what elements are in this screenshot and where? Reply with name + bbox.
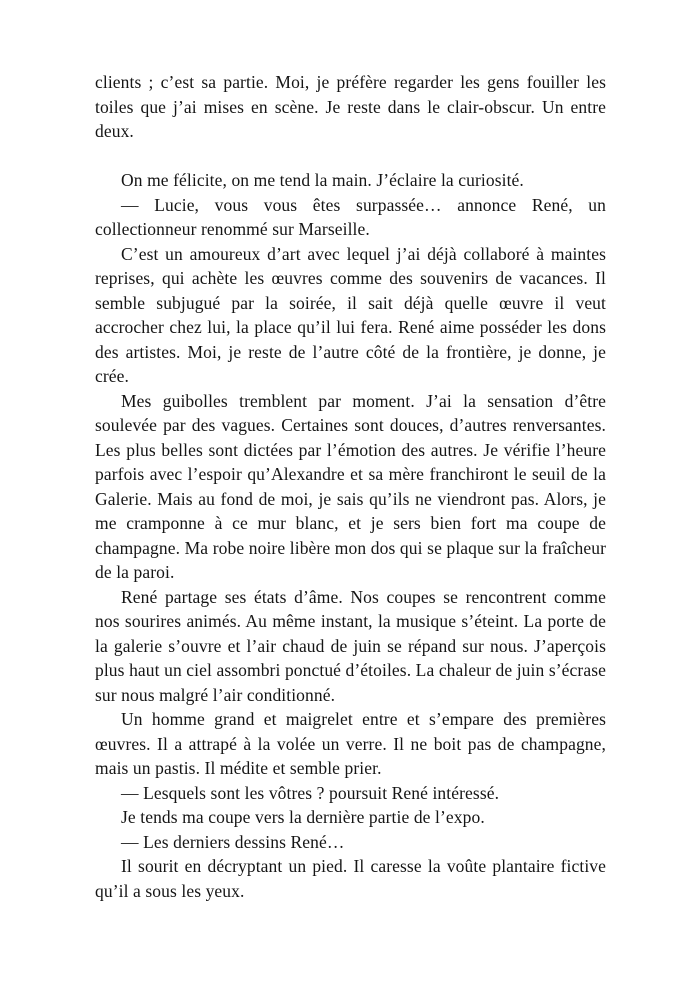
- dialogue-line: — Lucie, vous vous êtes surpassée… annonce René, un collectionneur renommé sur Marseille.: [95, 194, 606, 239]
- scene-break-spacer: [95, 144, 606, 169]
- paragraph: C’est un amoureux d’art avec lequel j’ai déjà collaboré à maintes reprises, qui achète les œuvres comme des souvenirs de vacances. Il semble subjugué par la soirée, il sait déjà quelle œuvre il veut accrocher chez lui, la place qu’il lui fera. René aime posséder les dons des artistes. Moi, je reste de l’autre côté de la frontière, je donne, je crée.: [95, 243, 606, 386]
- dialogue-line: — Lesquels sont les vôtres ? poursuit René intéressé.: [121, 782, 500, 803]
- paragraph: Je tends ma coupe vers la dernière partie de l’expo.: [121, 807, 485, 827]
- dialogue-line: — Les derniers dessins René…: [121, 831, 345, 852]
- paragraph: Un homme grand et maigrelet entre et s’empare des premières œuvres. Il a attrapé à la volée un verre. Il ne boit pas de champagne, mais un pastis. Il médite et semble prier.: [95, 709, 606, 778]
- paragraph-continuation: clients ; c’est sa partie. Moi, je préfère regarder les gens fouiller les toiles que j’ai mises en scène. Je reste dans le clair-obscur. Un entre deux.: [95, 72, 606, 141]
- page-text-block: [95, 70, 606, 903]
- paragraph: Il sourit en décryptant un pied. Il caresse la voûte plantaire fictive qu’il a sous les yeux.: [95, 856, 606, 901]
- paragraph: Mes guibolles tremblent par moment. J’ai la sensation d’être soulevée par des vagues. Certaines sont douces, d’autres renversantes. Les plus belles sont dictées par l’émotion des autres. Je vérifie l’heure parfois avec l’espoir qu’Alexandre et sa mère franchiront le seuil de la Galerie. Mais au fond de moi, je sais qu’ils ne viendront pas. Alors, je me cramponne à ce mur blanc, et je sers bien fort ma coupe de champagne. Ma robe noire libère mon dos qui se plaque sur la fraîcheur de la paroi.: [95, 390, 606, 582]
- paragraph: On me félicite, on me tend la main. J’éclaire la curiosité.: [121, 170, 524, 190]
- paragraph: René partage ses états d’âme. Nos coupes se rencontrent comme nos sourires animés. Au même instant, la musique s’éteint. La porte de la galerie s’ouvre et l’air chaud de juin se répand sur nous. J’aperçois plus haut un ciel assombri ponctué d’étoiles. La chaleur de juin s’écrase sur nous malgré l’air conditionné.: [95, 586, 606, 705]
